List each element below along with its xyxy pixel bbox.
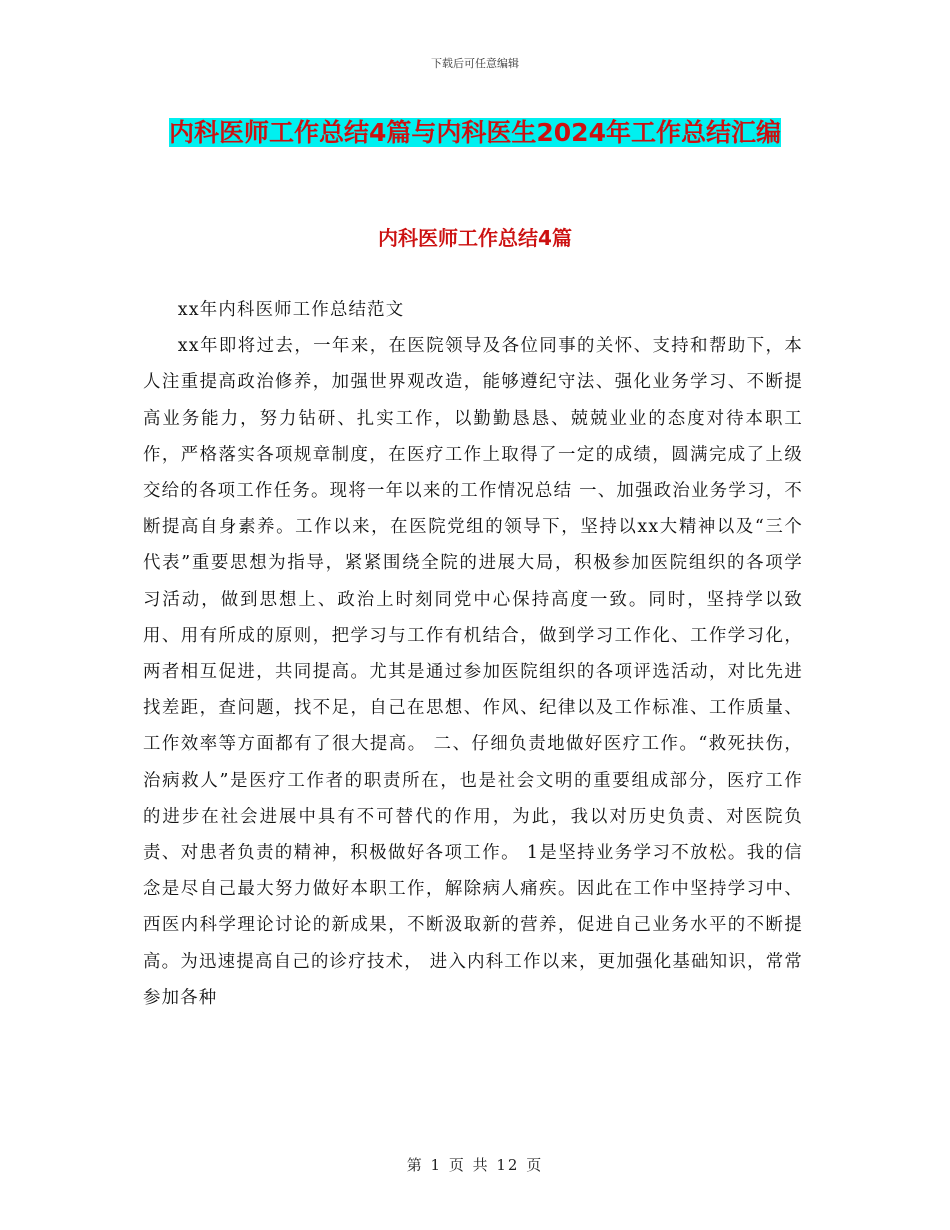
body-text bbox=[143, 292, 803, 1016]
paragraph-main: xx年即将过去，一年来，在医院领导及各位同事的关怀、支持和帮助下，本人注重提高政治修养，加强世界观改造，能够遵纪守法、强化业务学习、不断提高业务能力，努力钻研、扎实工作，以勤勤恳恳、兢兢业业的态度对待本职工作，严格落实各项规章制度，在医疗工作上取得了一定的成绩，圆满完成了上级交给的各项工作任务。现将一年以来的工作情况总结 一、加强政治业务学习，不断提高自身素养。工作以来，在医院党组的领导下，坚持以xx大精神以及“三个代表”重要思想为指导，紧紧围绕全院的进展大局，积极参加医院组织的各项学习活动，做到思想上、政治上时刻同党中心保持高度一致。同时，坚持学以致用、用有所成的原则，把学习与工作有机结合，做到学习工作化、工作学习化，两者相互促进，共同提高。尤其是通过参加医院组织的各项评选活动，对比先进找差距，查问题，找不足，自己在思想、作风、纪律以及工作标准、工作质量、工作效率等方面都有了很大提高。 二、仔细负责地做好医疗工作。“救死扶伤，治病救人”是医疗工作者的职责所在，也是社会文明的重要组成部分，医疗工作的进步在社会进展中具有不可替代的作用，为此，我以对历史负责、对医院负责、对患者负责的精神，积极做好各项工作。 1是坚持业务学习不放松。我的信念是尽自己最大努力做好本职工作，解除病人痛疾。因此在工作中坚持学习中、西医内科学理论讨论的新成果，不断汲取新的营养，促进自己业务水平的不断提高。为迅速提高自己的诊疗技术， 进入内科工作以来，更加强化基础知识，常常参加各种 bbox=[143, 336, 803, 1008]
header-note: 下载后可任意编辑 bbox=[431, 57, 519, 70]
paragraph-subtitle: xx年内科医师工作总结范文 bbox=[177, 300, 405, 320]
document-title bbox=[140, 110, 810, 156]
page-number-footer: 第 1 页 共 12 页 bbox=[406, 1156, 544, 1174]
document-title-text: 内科医师工作总结4篇与内科医生2024年工作总结汇编 bbox=[169, 118, 781, 147]
section-title: 内科医师工作总结4篇 bbox=[378, 226, 572, 250]
